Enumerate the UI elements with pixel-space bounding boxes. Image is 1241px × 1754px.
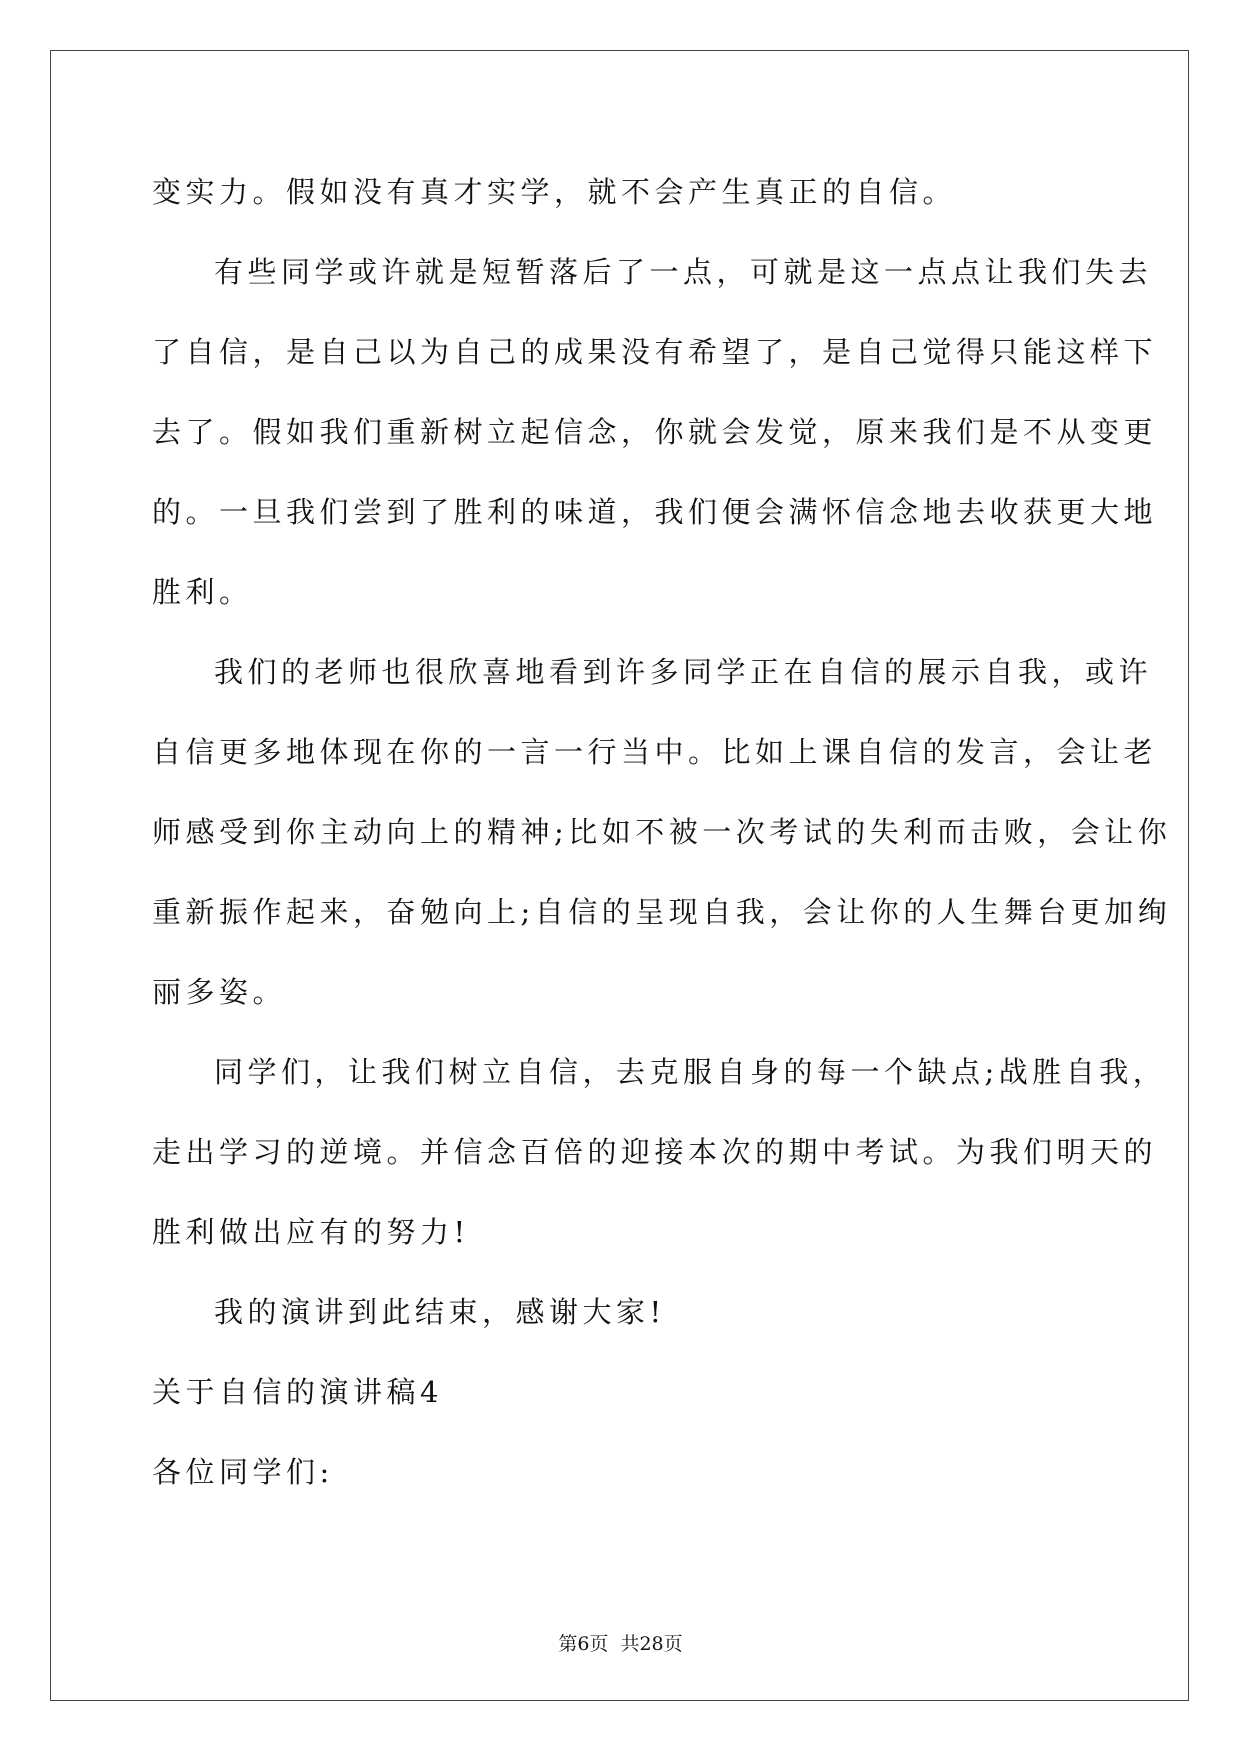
paragraph-line: 有些同学或许就是短暂落后了一点，可就是这一点点让我们失去 <box>214 255 1153 289</box>
paragraph-line: 的。一旦我们尝到了胜利的味道，我们便会满怀信念地去收获更大地 <box>152 495 1158 529</box>
paragraph-line: 丽多姿。 <box>152 975 287 1009</box>
section-title: 关于自信的演讲稿4 <box>152 1375 443 1409</box>
paragraph-line: 胜利。 <box>152 575 253 609</box>
paragraph-line: 我的演讲到此结束，感谢大家! <box>214 1295 666 1329</box>
paragraph-line: 同学们，让我们树立自信，去克服自身的每一个缺点;战胜自我， <box>214 1055 1167 1089</box>
paragraph-line: 去了。假如我们重新树立起信念，你就会发觉，原来我们是不从变更 <box>152 415 1158 449</box>
paragraph-line: 胜利做出应有的努力! <box>152 1215 470 1249</box>
paragraph-line: 变实力。假如没有真才实学，就不会产生真正的自信。 <box>152 175 957 209</box>
paragraph-line: 我们的老师也很欣喜地看到许多同学正在自信的展示自我，或许 <box>214 655 1153 689</box>
page-total: 共28页 <box>620 1633 683 1655</box>
paragraph-line: 走出学习的逆境。并信念百倍的迎接本次的期中考试。为我们明天的 <box>152 1135 1158 1169</box>
salutation: 各位同学们: <box>152 1455 334 1489</box>
page-footer <box>0 1632 1241 1656</box>
paragraph-line: 师感受到你主动向上的精神;比如不被一次考试的失利而击败，会让你 <box>152 815 1172 849</box>
paragraph-line: 重新振作起来，奋勉向上;自信的呈现自我，会让你的人生舞台更加绚 <box>152 895 1172 929</box>
paragraph-line: 自信更多地体现在你的一言一行当中。比如上课自信的发言，会让老 <box>152 735 1158 769</box>
paragraph-line: 了自信，是自己以为自己的成果没有希望了，是自己觉得只能这样下 <box>152 335 1158 369</box>
page-number: 第6页 <box>558 1633 609 1655</box>
